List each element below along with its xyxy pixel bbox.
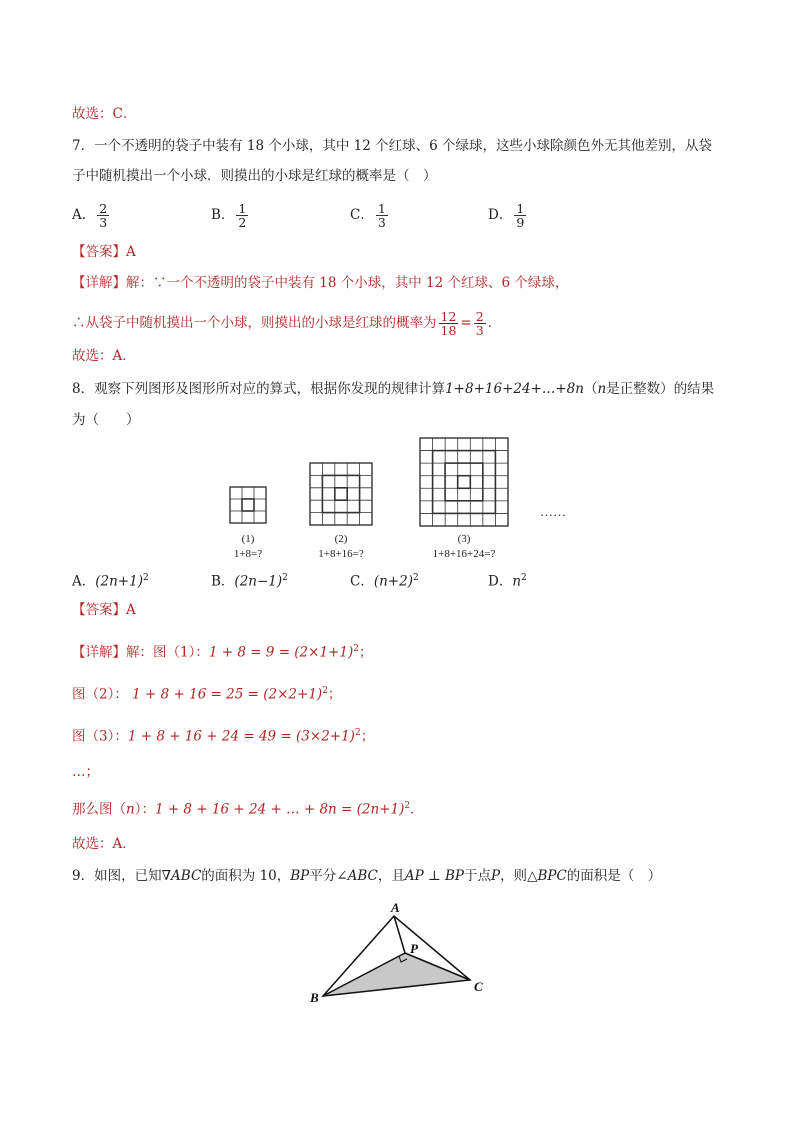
- q8-step-1: 【详解】解：图（1）：$1 + 8 = 9 = (2\times 1+1)^2$；: [72, 644, 373, 661]
- q7-option-d: D． $\frac{1}{9}$: [488, 201, 525, 230]
- q7-option-b: B． $\frac{1}{2}$: [211, 201, 247, 230]
- q6-choose: 故选：C．: [72, 106, 137, 122]
- q8-option-b: B．$(2n-1)^2$: [211, 573, 288, 590]
- q8-option-d: D．$n^2$: [488, 573, 527, 590]
- q7-answer: 【答案】A: [72, 244, 136, 260]
- q8-option-c: C．$(n+2)^2$: [350, 573, 419, 590]
- figure-3-formula: 1+8+16+24=?: [432, 548, 496, 560]
- q7-detail-2: ∴从袋子中随机摸出一个小球，则摸出的小球是红球的概率为 $\frac{12}{18}$ = $\frac{2}{3}$ ．: [72, 309, 502, 338]
- q7-choose: 故选：A．: [72, 348, 136, 364]
- q8-dots: …；: [72, 764, 99, 780]
- q8-step-n: 那么图（n）：1 + 8 + 16 + 24 + … + $8n = (2n+1)^2$．: [72, 801, 424, 818]
- q7-line1: 7．一个不透明的袋子中装有 18 个小球，其中 12 个红球、6 个绿球，这些小球除颜色外无其他差别，从袋: [72, 138, 712, 154]
- point-p-label: P: [410, 941, 418, 956]
- shaded-triangle-bpc: [323, 953, 470, 996]
- q8-step-3: 图（3）：$1 + 8 + 16 + 24 = 49 = (3\times 2+1)^2$；: [72, 728, 375, 745]
- figure-1-grid: [230, 487, 266, 523]
- figure-3-label: (3): [457, 533, 471, 545]
- figure-1-formula: 1+8=?: [233, 548, 263, 560]
- figure-1-label: (1): [241, 533, 255, 545]
- q7-line2: 子中随机摸出一个小球．则摸出的小球是红球的概率是（ ）: [72, 168, 437, 184]
- figure-2-grid: [310, 463, 372, 525]
- figure-3-grid: [420, 438, 508, 526]
- q8-line2: 为（ ）: [72, 412, 140, 428]
- q8-option-a: A．$(2n+1)^2$: [72, 573, 149, 590]
- q7-option-c: C． $\frac{1}{3}$: [350, 201, 386, 230]
- vertex-c-label: C: [474, 979, 483, 994]
- figure-2-label: (2): [334, 533, 348, 545]
- q8-figures: [0, 430, 794, 565]
- q7-option-a: A． $\frac{2}{3}$: [72, 201, 108, 230]
- q8-choose: 故选：A．: [72, 836, 136, 852]
- q9-question: 9．如图，已知∇ABC的面积为 10，BP平分∠ABC，且AP ⊥ BP于点P，则△BPC的面积是（ ）: [72, 868, 662, 884]
- q8-line1: 8．观察下列图形及图形所对应的算式，根据你发现的规律计算1+8+16+24+…+8n（n是正整数）的结果: [72, 381, 715, 397]
- figure-labels: [234, 533, 496, 560]
- vertex-b-label: B: [310, 990, 319, 1005]
- q7-detail-1: 【详解】解：∵一个不透明的袋子中装有 18 个小球，其中 12 个红球、6 个绿球，: [72, 275, 569, 291]
- q8-answer: 【答案】A: [72, 602, 136, 618]
- vertex-a-label: A: [391, 900, 400, 915]
- q9-triangle-figure: [0, 890, 794, 1010]
- figure-ellipsis: ……: [540, 504, 566, 519]
- q8-step-2: 图（2）： $1 + 8 + 16 = 25 = (2\times 2+1)^2$；: [72, 686, 342, 703]
- figure-2-formula: 1+8+16=?: [318, 548, 364, 560]
